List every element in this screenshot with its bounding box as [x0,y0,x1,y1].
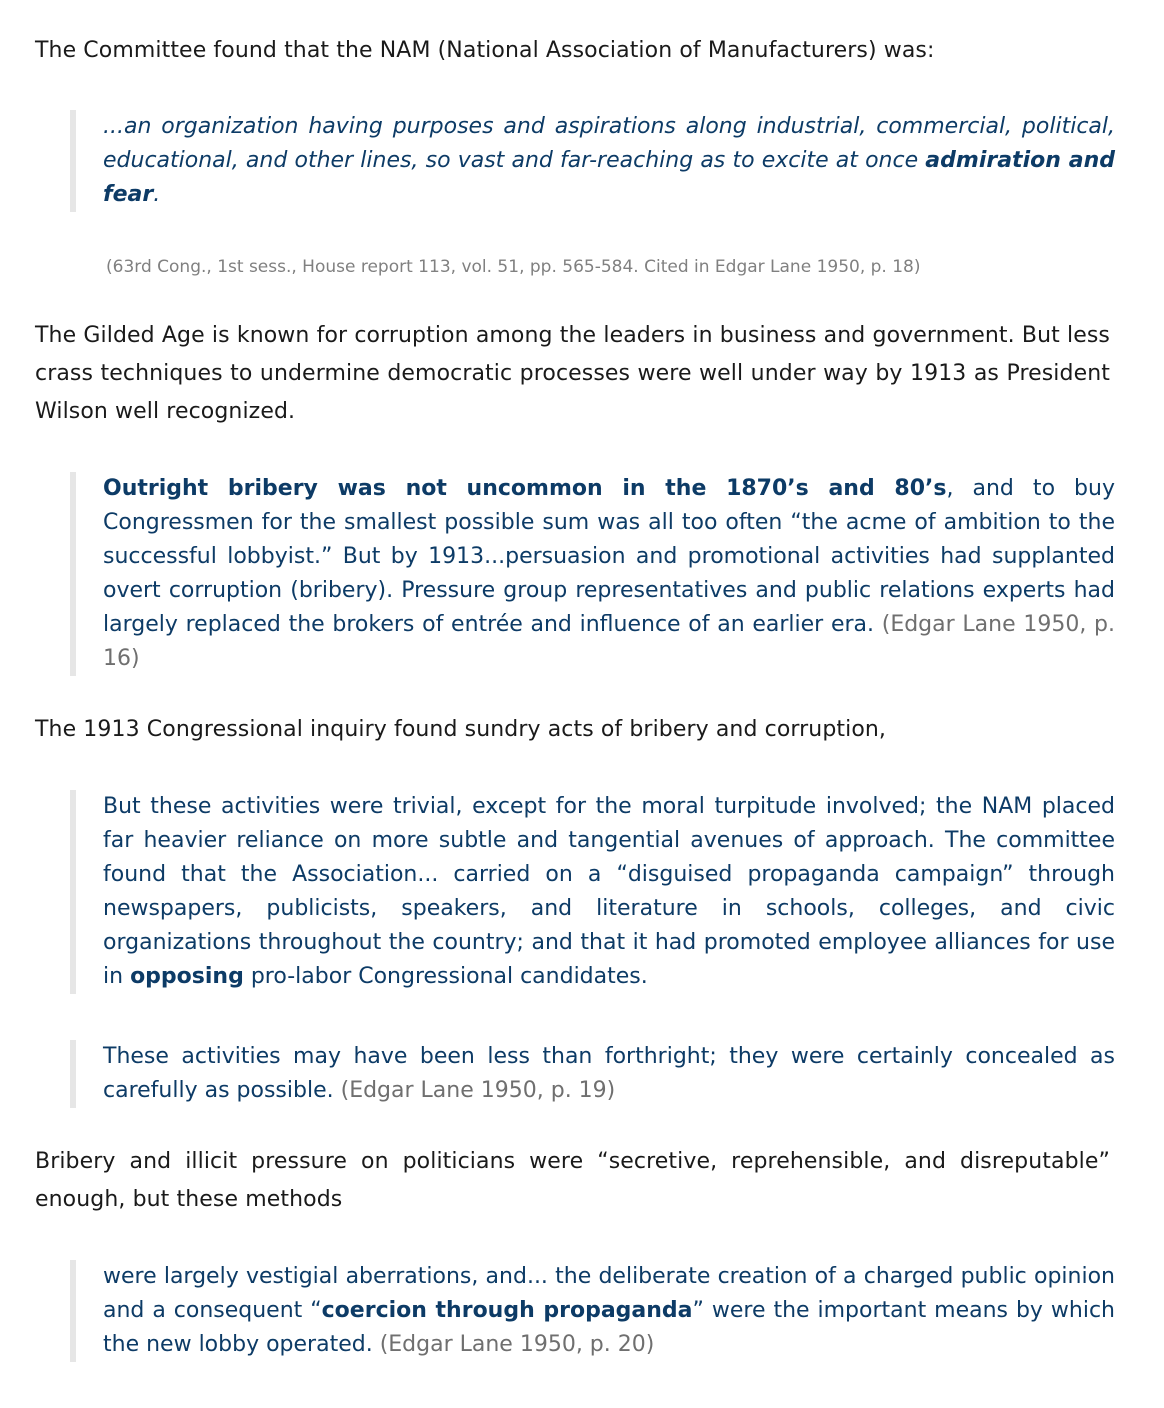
paragraph-inquiry: The 1913 Congressional inquiry found sundry acts of bribery and corruption, [35,717,887,742]
quote-text: ...an organization having purposes and aspirations along industrial, commercial, political, educational, and other lines, so vast and far-reaching as to excite at once [103,114,1115,173]
inline-citation: (Edgar Lane 1950, p. 19) [340,1078,616,1103]
paragraph-gilded-age: The Gilded Age is known for corruption among the leaders in business and government. But less crass techniques to undermine democratic processes were well under way by 1913 as President Wilson well recognized. [35,323,1110,424]
quote-emphasis: opposing [130,964,244,989]
blockquote-coercion [70,1260,1115,1362]
blockquote-propaganda-campaign [70,790,1115,994]
paragraph-intro: The Committee found that the NAM (National Association of Manufacturers) was: [35,38,935,63]
blockquote-nam-description [70,110,1115,212]
blockquote-text [103,472,1115,676]
quote-text: These activities may have been less than forthright; they were certainly concealed as carefully as possible. [103,1044,1115,1103]
blockquote-text [103,790,1115,994]
blockquote-bribery [70,472,1115,676]
paragraph-bribery-methods: Bribery and illicit pressure on politicians were “secretive, reprehensible, and disreputable” enough, but these methods [35,1149,1110,1212]
blockquote-text [103,1040,1115,1108]
blockquote-text [103,1260,1115,1362]
quote-text: But these activities were trivial, except for the moral turpitude involved; the NAM placed far heavier reliance on more subtle and tangential avenues of approach. The committee found that the Association... carried on a “disguised propaganda campaign” through newspapers, publicists, speakers, and literature in schools, colleges, and civic organizations throughout the country; and that it had promoted employee alliances for use in [103,794,1115,989]
quote-text: , and to buy Congressmen for the smallest possible sum was all too often “the acme of ambition to the successful lobbyist.” But by 1913...persuasion and promotional activities had supplanted overt corruption (bribery). Pressure group representatives and public relations experts had largely replaced the brokers of entrée and influence of an earlier era. [103,476,1115,637]
quote-emphasis: Outright bribery was not uncommon in the 1870’s and 80’s [103,476,947,501]
quote-emphasis: admiration and fear [103,148,1115,207]
quote-end: . [153,182,161,207]
inline-citation: (Edgar Lane 1950, p. 16) [103,612,1115,671]
quote-emphasis: coercion through propaganda [321,1298,693,1323]
inline-citation: (Edgar Lane 1950, p. 20) [379,1332,655,1357]
blockquote-concealed [70,1040,1115,1108]
quote-end: ” were the important means by which the new lobby operated. [103,1298,1115,1357]
citation-house-report: (63rd Cong., 1st sess., House report 113, vol. 51, pp. 565-584. Cited in Edgar Lane 1950, p. 18) [106,257,921,277]
quote-text: were largely vestigial aberrations, and... the deliberate creation of a charged public opinion and a consequent “ [103,1264,1115,1323]
quote-end: pro-labor Congressional candidates. [243,964,648,989]
blockquote-text [103,110,1115,212]
